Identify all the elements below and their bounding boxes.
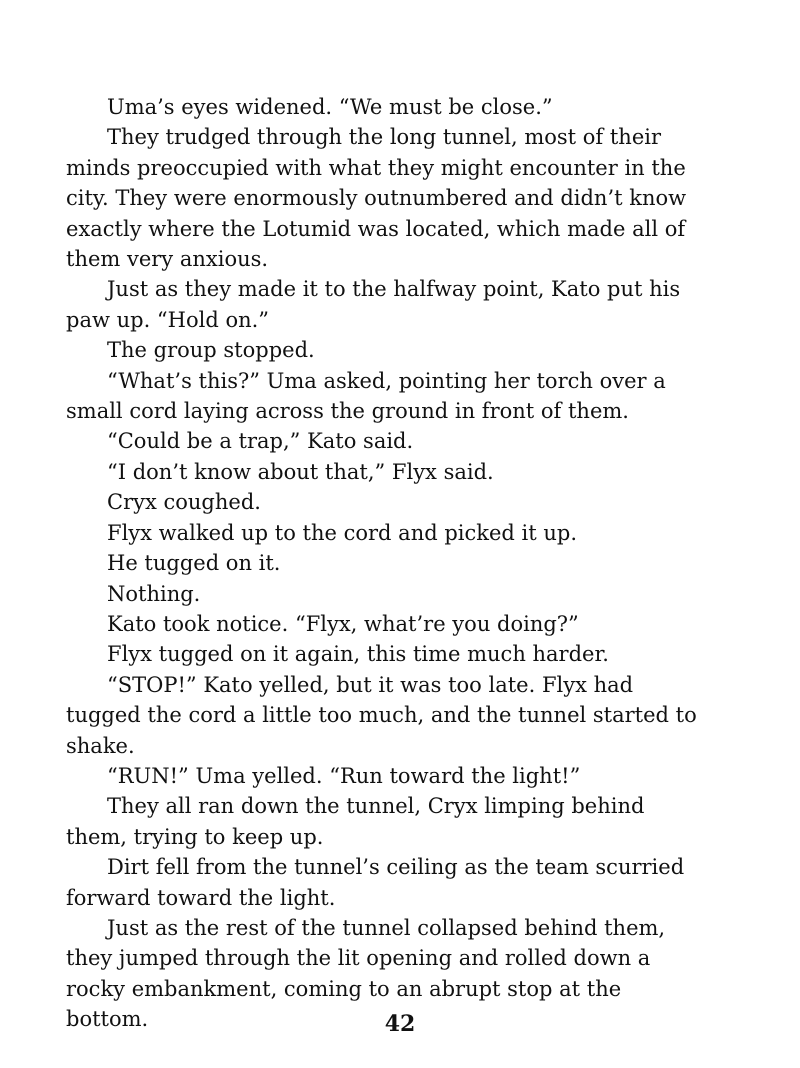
paragraph: Just as the rest of the tunnel collapsed behind them, they jumped through the lit opening and rolled down a rocky embankment, coming to an abrupt stop at the bottom. bbox=[66, 915, 666, 1032]
paragraph: They trudged through the long tunnel, most of their minds preoccupied with what they might encounter in the city. They were enormously outnumbered and didn’t know exactly where the Lotumid was located, which made all of them very anxious. bbox=[66, 125, 687, 272]
paragraph: He tugged on it. bbox=[107, 551, 281, 576]
paragraph: Kato took notice. “Flyx, what’re you doing?” bbox=[107, 611, 579, 636]
paragraph: Dirt fell from the tunnel’s ceiling as the team scurried forward toward the light. bbox=[66, 855, 685, 910]
paragraph: “RUN!” Uma yelled. “Run toward the light!” bbox=[107, 763, 581, 788]
paragraph: Nothing. bbox=[107, 581, 201, 606]
paragraph: Flyx tugged on it again, this time much harder. bbox=[107, 642, 609, 667]
paragraph: “STOP!” Kato yelled, but it was too late. Flyx had tugged the cord a little too much, and the tunnel started to shake. bbox=[66, 672, 697, 758]
page-number: 42 bbox=[384, 1011, 416, 1037]
page-body bbox=[66, 92, 706, 1035]
paragraph: “What’s this?” Uma asked, pointing her torch over a small cord laying across the ground in front of them. bbox=[66, 368, 666, 424]
paragraph: They all ran down the tunnel, Cryx limping behind them, trying to keep up. bbox=[66, 794, 645, 849]
paragraph: “Could be a trap,” Kato said. bbox=[107, 429, 414, 454]
paragraph: “I don’t know about that,” Flyx said. bbox=[107, 459, 494, 484]
paragraph: Just as they made it to the halfway point, Kato put his paw up. “Hold on.” bbox=[66, 277, 681, 332]
paragraph: Flyx walked up to the cord and picked it up. bbox=[107, 520, 578, 545]
paragraph: Uma’s eyes widened. “We must be close.” bbox=[107, 95, 553, 119]
paragraph: The group stopped. bbox=[107, 338, 315, 363]
paragraph: Cryx coughed. bbox=[107, 490, 261, 515]
